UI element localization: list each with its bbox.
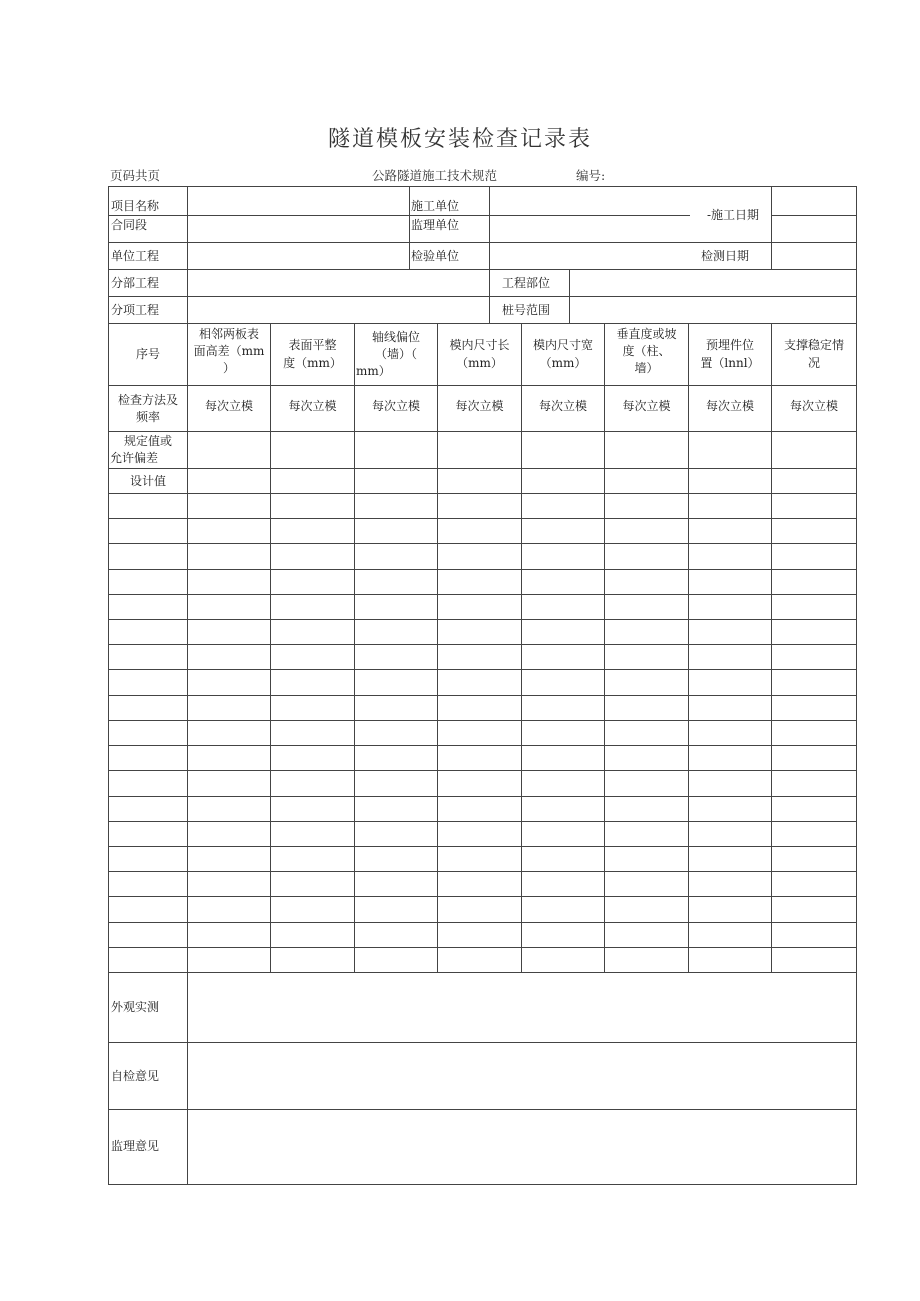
data-cell[interactable] [605,544,689,569]
data-cell[interactable] [355,696,438,721]
data-cell[interactable] [522,494,605,519]
supervision-unit-label-cell [410,216,490,243]
project-part-label-cell [490,270,570,297]
data-cell[interactable] [522,670,605,695]
data-cell[interactable] [605,872,689,897]
design-value-input[interactable] [188,469,271,494]
data-cell[interactable] [605,595,689,620]
data-cell[interactable] [772,645,857,670]
inspection-unit-label-cell [410,243,490,270]
project-part-input[interactable] [570,270,857,297]
row-seq-cell[interactable] [109,822,188,847]
data-cell[interactable] [605,897,689,922]
data-cell[interactable] [605,771,689,796]
col1-line1: 相邻两板表 [198,327,259,341]
self-check-label-cell [109,1043,188,1110]
data-cell[interactable] [438,897,522,922]
data-cell[interactable] [605,948,689,973]
method-cell [271,386,355,432]
data-cell[interactable] [772,519,857,544]
construction-unit-label: 施工单位 [411,199,460,213]
data-cell[interactable] [438,620,522,645]
col8-line1: 支撑稳定情 [783,338,844,352]
row-seq-cell[interactable] [109,620,188,645]
inspection-unit-label: 检验单位 [411,249,460,263]
data-cell[interactable] [605,620,689,645]
row-seq-cell[interactable] [109,771,188,796]
item-project-label-cell [109,297,188,324]
data-cell[interactable] [355,519,438,544]
data-cell[interactable] [188,645,271,670]
data-cell[interactable] [188,822,271,847]
row-seq-cell[interactable] [109,544,188,569]
self-check-label: 自检意见 [111,1069,160,1083]
data-cell[interactable] [772,797,857,822]
design-value-label-cell [109,469,188,494]
data-cell[interactable] [438,645,522,670]
method-value: 每次立模 [455,399,504,413]
data-cell[interactable] [188,797,271,822]
data-cell[interactable] [772,771,857,796]
method-value: 每次立模 [538,399,587,413]
data-cell[interactable] [188,771,271,796]
data-cell[interactable] [689,923,772,948]
appearance-input[interactable] [188,973,857,1043]
data-cell[interactable] [271,822,355,847]
data-cell[interactable] [271,696,355,721]
project-name-label-cell [109,187,188,216]
division-project-label-cell [109,270,188,297]
design-value-input[interactable] [438,469,522,494]
col1-line3: ） [222,361,235,375]
data-cell[interactable] [188,519,271,544]
supervision-label: 监理意见 [111,1139,160,1153]
data-cell[interactable] [522,544,605,569]
data-cell[interactable] [438,948,522,973]
method-cell [522,386,605,432]
col6-line1: 垂直度或坡 [616,327,677,341]
data-cell[interactable] [689,620,772,645]
row-seq-cell[interactable] [109,645,188,670]
data-cell[interactable] [438,872,522,897]
data-cell[interactable] [522,771,605,796]
data-cell[interactable] [689,595,772,620]
data-cell[interactable] [438,822,522,847]
data-cell[interactable] [438,746,522,771]
method-cell [772,386,857,432]
data-cell[interactable] [188,620,271,645]
construction-unit-label-cell [410,187,490,216]
data-cell[interactable] [438,544,522,569]
data-cell[interactable] [355,670,438,695]
data-cell[interactable] [438,595,522,620]
data-cell[interactable] [522,721,605,746]
data-cell[interactable] [271,872,355,897]
data-cell[interactable] [522,797,605,822]
tolerance-input[interactable] [605,432,689,469]
data-cell[interactable] [355,897,438,922]
data-cell[interactable] [355,620,438,645]
data-cell[interactable] [689,721,772,746]
data-cell[interactable] [438,797,522,822]
tolerance-input[interactable] [355,432,438,469]
data-cell[interactable] [355,923,438,948]
data-cell[interactable] [271,847,355,872]
contract-section-label: 合同段 [111,218,148,232]
data-cell[interactable] [355,544,438,569]
project-part-label: 工程部位 [502,276,551,290]
tolerance-input[interactable] [438,432,522,469]
data-cell[interactable] [271,544,355,569]
method-cell [355,386,438,432]
data-cell[interactable] [772,670,857,695]
data-cell[interactable] [271,494,355,519]
data-cell[interactable] [271,771,355,796]
method-cell [605,386,689,432]
design-value-input[interactable] [271,469,355,494]
method-cell [438,386,522,432]
data-cell[interactable] [689,544,772,569]
inspection-unit-input[interactable] [490,243,772,270]
data-cell[interactable] [188,494,271,519]
data-cell[interactable] [605,746,689,771]
column-header-embedded-parts [689,324,772,386]
data-cell[interactable] [438,923,522,948]
page-count: 页码共页 [110,168,161,183]
data-cell[interactable] [188,897,271,922]
inspection-table [108,186,857,1185]
data-cell[interactable] [689,797,772,822]
data-cell[interactable] [772,872,857,897]
number-label: 编号: [576,168,606,183]
data-cell[interactable] [522,519,605,544]
method-cell [689,386,772,432]
data-cell[interactable] [689,746,772,771]
design-value-input[interactable] [772,469,857,494]
data-cell[interactable] [271,797,355,822]
data-cell[interactable] [772,822,857,847]
method-value: 每次立模 [204,399,253,413]
data-cell[interactable] [772,746,857,771]
data-cell[interactable] [772,494,857,519]
data-cell[interactable] [271,595,355,620]
row-seq-cell[interactable] [109,721,188,746]
col3-line3: mm） [356,364,391,378]
row-seq-cell[interactable] [109,948,188,973]
tolerance-input[interactable] [772,432,857,469]
col5-line2: （mm） [539,356,587,370]
data-cell[interactable] [772,595,857,620]
row-seq-cell[interactable] [109,570,188,595]
data-cell[interactable] [188,746,271,771]
appearance-label-cell [109,973,188,1043]
data-cell[interactable] [689,872,772,897]
data-cell[interactable] [772,923,857,948]
data-cell[interactable] [271,645,355,670]
method-label-line1: 检查方法及 [117,393,178,407]
project-name-input[interactable] [188,187,410,216]
station-range-input[interactable] [570,297,857,324]
data-cell[interactable] [605,696,689,721]
data-cell[interactable] [522,897,605,922]
design-value-label: 设计值 [129,474,166,488]
col7-line2: 置（lnnl） [700,356,760,370]
data-cell[interactable] [188,544,271,569]
col1-line2: 面高差（mm [193,344,265,358]
inspection-date-label: 检测日期 [701,249,750,263]
seq-label: 序号 [135,347,160,361]
data-cell[interactable] [605,721,689,746]
data-cell[interactable] [271,923,355,948]
data-cell[interactable] [355,872,438,897]
row-seq-cell[interactable] [109,923,188,948]
division-project-label: 分部工程 [111,276,160,290]
column-header-verticality [605,324,689,386]
data-cell[interactable] [438,670,522,695]
data-cell[interactable] [271,519,355,544]
data-cell[interactable] [605,670,689,695]
self-check-input[interactable] [188,1043,857,1110]
data-cell[interactable] [522,645,605,670]
col4-line1: 模内尺寸长 [449,338,510,352]
data-cell[interactable] [355,948,438,973]
data-cell[interactable] [689,570,772,595]
design-value-input[interactable] [605,469,689,494]
tolerance-label-line1: 规定值或 [123,434,172,448]
data-cell[interactable] [438,519,522,544]
row-seq-cell[interactable] [109,696,188,721]
data-cell[interactable] [438,771,522,796]
item-project-label: 分项工程 [111,303,160,317]
data-cell[interactable] [605,645,689,670]
data-cell[interactable] [772,897,857,922]
tolerance-label-cell [109,432,188,469]
row-seq-cell[interactable] [109,797,188,822]
column-header-seq [109,324,188,386]
data-cell[interactable] [605,494,689,519]
data-cell[interactable] [355,494,438,519]
data-cell[interactable] [522,822,605,847]
data-cell[interactable] [772,696,857,721]
data-cell[interactable] [355,771,438,796]
data-cell[interactable] [355,595,438,620]
data-cell[interactable] [188,948,271,973]
unit-project-label: 单位工程 [111,249,160,263]
data-cell[interactable] [188,570,271,595]
col8-line2: 况 [807,356,820,370]
data-cell[interactable] [188,595,271,620]
design-value-input[interactable] [522,469,605,494]
column-header-axis-offset [355,324,438,386]
column-header-surface-height-diff [188,324,271,386]
method-cell [188,386,271,432]
item-project-input[interactable] [188,297,490,324]
column-header-inner-width [522,324,605,386]
column-header-flatness [271,324,355,386]
construction-date-input[interactable] [772,187,857,216]
method-label-cell [109,386,188,432]
construction-unit-divider [490,215,690,216]
data-cell[interactable] [438,696,522,721]
data-cell[interactable] [689,670,772,695]
unit-project-label-cell [109,243,188,270]
tolerance-input[interactable] [522,432,605,469]
col4-line2: （mm） [456,356,503,370]
row-seq-cell[interactable] [109,746,188,771]
method-value: 每次立模 [622,399,671,413]
method-value: 每次立模 [705,399,754,413]
method-value: 每次立模 [288,399,337,413]
data-cell[interactable] [271,746,355,771]
data-cell[interactable] [689,645,772,670]
data-cell[interactable] [605,822,689,847]
row-seq-cell[interactable] [109,897,188,922]
data-cell[interactable] [605,847,689,872]
column-header-support-stability [772,324,857,386]
data-cell[interactable] [605,519,689,544]
col5-line1: 模内尺寸宽 [532,338,593,352]
data-cell[interactable] [188,721,271,746]
design-value-input[interactable] [689,469,772,494]
supervision-label-cell [109,1110,188,1185]
data-cell[interactable] [355,645,438,670]
col2-line2: 度（mm） [283,356,342,370]
data-cell[interactable] [271,721,355,746]
supervision-unit-label: 监理单位 [411,218,460,232]
data-cell[interactable] [772,948,857,973]
data-cell[interactable] [522,746,605,771]
form-title: 隧道模板安装检查记录表 [327,127,592,152]
col6-line2: 度（柱、 [622,344,671,358]
col6-line3: 墙） [634,361,659,375]
data-cell[interactable] [355,746,438,771]
method-label-line2: 频率 [135,410,160,424]
data-cell[interactable] [522,570,605,595]
tolerance-input[interactable] [271,432,355,469]
data-cell[interactable] [689,771,772,796]
data-cell[interactable] [605,570,689,595]
data-cell[interactable] [605,923,689,948]
station-range-label-cell [490,297,570,324]
data-cell[interactable] [689,897,772,922]
data-cell[interactable] [438,570,522,595]
row-seq-cell[interactable] [109,670,188,695]
data-cell[interactable] [772,721,857,746]
col3-line1: 轴线偏位 [371,330,420,344]
data-cell[interactable] [438,494,522,519]
data-cell[interactable] [188,847,271,872]
data-cell[interactable] [772,544,857,569]
data-cell[interactable] [438,847,522,872]
data-cell[interactable] [271,670,355,695]
data-cell[interactable] [355,822,438,847]
appearance-label: 外观实测 [111,1000,160,1014]
method-value: 每次立模 [371,399,420,413]
tolerance-input[interactable] [689,432,772,469]
project-name-label: 项目名称 [111,199,160,213]
data-cell[interactable] [355,797,438,822]
data-cell[interactable] [689,519,772,544]
data-cell[interactable] [188,872,271,897]
row-seq-cell[interactable] [109,519,188,544]
station-range-label: 桩号范围 [502,303,551,317]
division-project-input[interactable] [188,270,490,297]
data-cell[interactable] [271,948,355,973]
data-cell[interactable] [355,570,438,595]
data-cell[interactable] [689,696,772,721]
data-cell[interactable] [188,670,271,695]
data-cell[interactable] [271,897,355,922]
data-cell[interactable] [772,620,857,645]
data-cell[interactable] [689,847,772,872]
col7-line1: 预埋件位 [705,338,754,352]
tolerance-input[interactable] [188,432,271,469]
col2-line1: 表面平整 [288,338,337,352]
construction-date-input-2[interactable] [772,216,857,243]
data-cell[interactable] [355,721,438,746]
unit-project-input[interactable] [188,243,410,270]
data-cell[interactable] [522,948,605,973]
data-cell[interactable] [438,721,522,746]
data-cell[interactable] [605,797,689,822]
row-seq-cell[interactable] [109,494,188,519]
row-seq-cell[interactable] [109,847,188,872]
data-cell[interactable] [522,620,605,645]
tolerance-label-line2: 允许偏差 [110,451,159,465]
data-cell[interactable] [772,570,857,595]
supervision-input[interactable] [188,1110,857,1185]
standard-name: 公路隧道施工技术规范 [372,168,498,183]
data-cell[interactable] [188,923,271,948]
data-cell[interactable] [188,696,271,721]
row-seq-cell[interactable] [109,595,188,620]
data-cell[interactable] [522,847,605,872]
data-cell[interactable] [522,595,605,620]
contract-section-input[interactable] [188,216,410,243]
data-cell[interactable] [772,847,857,872]
row-seq-cell[interactable] [109,872,188,897]
data-cell[interactable] [522,872,605,897]
data-cell[interactable] [355,847,438,872]
method-value: 每次立模 [789,399,838,413]
data-cell[interactable] [689,822,772,847]
column-header-inner-length [438,324,522,386]
inspection-date-input[interactable] [772,243,857,270]
data-cell[interactable] [271,570,355,595]
contract-section-label-cell [109,216,188,243]
data-cell[interactable] [522,696,605,721]
construction-date-label: -施工日期 [707,208,760,222]
data-cell[interactable] [689,948,772,973]
data-cell[interactable] [689,494,772,519]
data-cell[interactable] [522,923,605,948]
design-value-input[interactable] [355,469,438,494]
col3-line2: （墙）（ [374,347,417,361]
data-cell[interactable] [271,620,355,645]
